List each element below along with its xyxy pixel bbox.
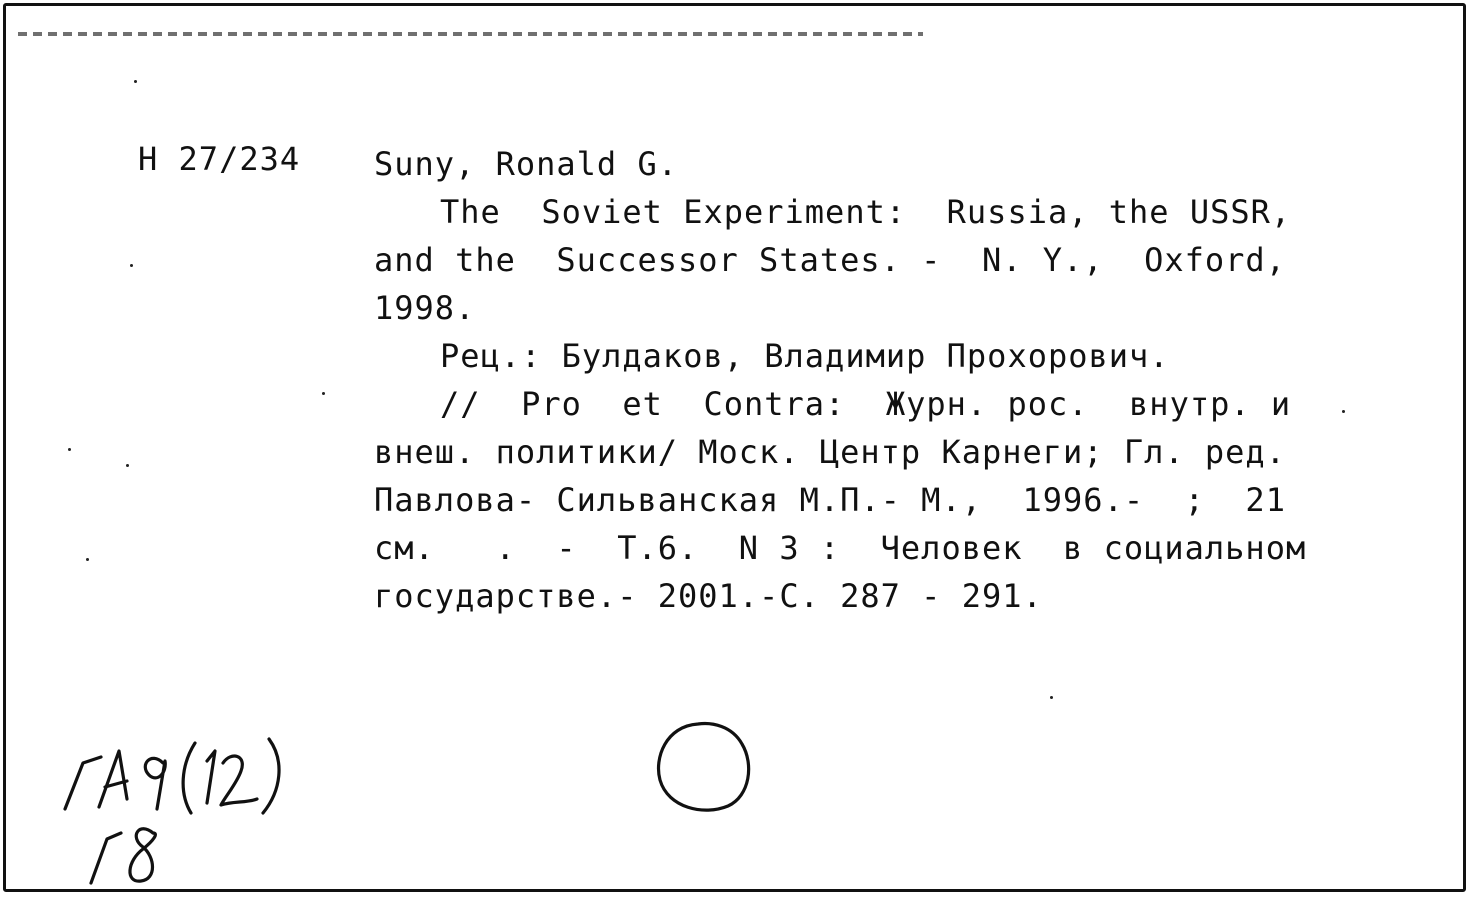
scan-speck xyxy=(86,558,89,561)
source-line-3: Павлова- Сильванская М.П.- М., 1996.- ; 21 xyxy=(374,481,1286,519)
scan-speck xyxy=(322,392,325,395)
title-line-3: 1998. xyxy=(374,289,476,327)
bibliographic-entry xyxy=(374,140,1334,620)
scan-speck xyxy=(1342,410,1345,413)
scan-speck xyxy=(130,264,133,267)
scan-speck xyxy=(68,448,71,451)
scan-speck xyxy=(134,80,137,83)
title-line-2: and the Successor States. - N. Y., Oxford, xyxy=(374,241,1286,279)
source-line-2: внеш. политики/ Моск. Центр Карнеги; Гл. ред. xyxy=(374,433,1286,471)
source-line-4: см. . - Т.6. N 3 : Человек в социальном xyxy=(374,529,1307,567)
scan-speck xyxy=(126,464,129,467)
title-line-1: The Soviet Experiment: Russia, the USSR, xyxy=(440,193,1292,231)
catalog-card xyxy=(3,3,1466,892)
top-dashed-line xyxy=(18,32,923,36)
circle-mark xyxy=(646,716,761,821)
author-line: Suny, Ronald G. xyxy=(374,145,678,183)
call-number: Н 27/234 xyxy=(138,140,301,178)
source-line-1: // Pro et Contra: Журн. рос. внутр. и xyxy=(440,385,1292,423)
source-line-5: государстве.- 2001.-С. 287 - 291. xyxy=(374,577,1043,615)
handwritten-annotation xyxy=(61,721,321,896)
reviewer-line: Рец.: Булдаков, Владимир Прохорович. xyxy=(440,337,1170,375)
scan-speck xyxy=(1050,696,1053,699)
